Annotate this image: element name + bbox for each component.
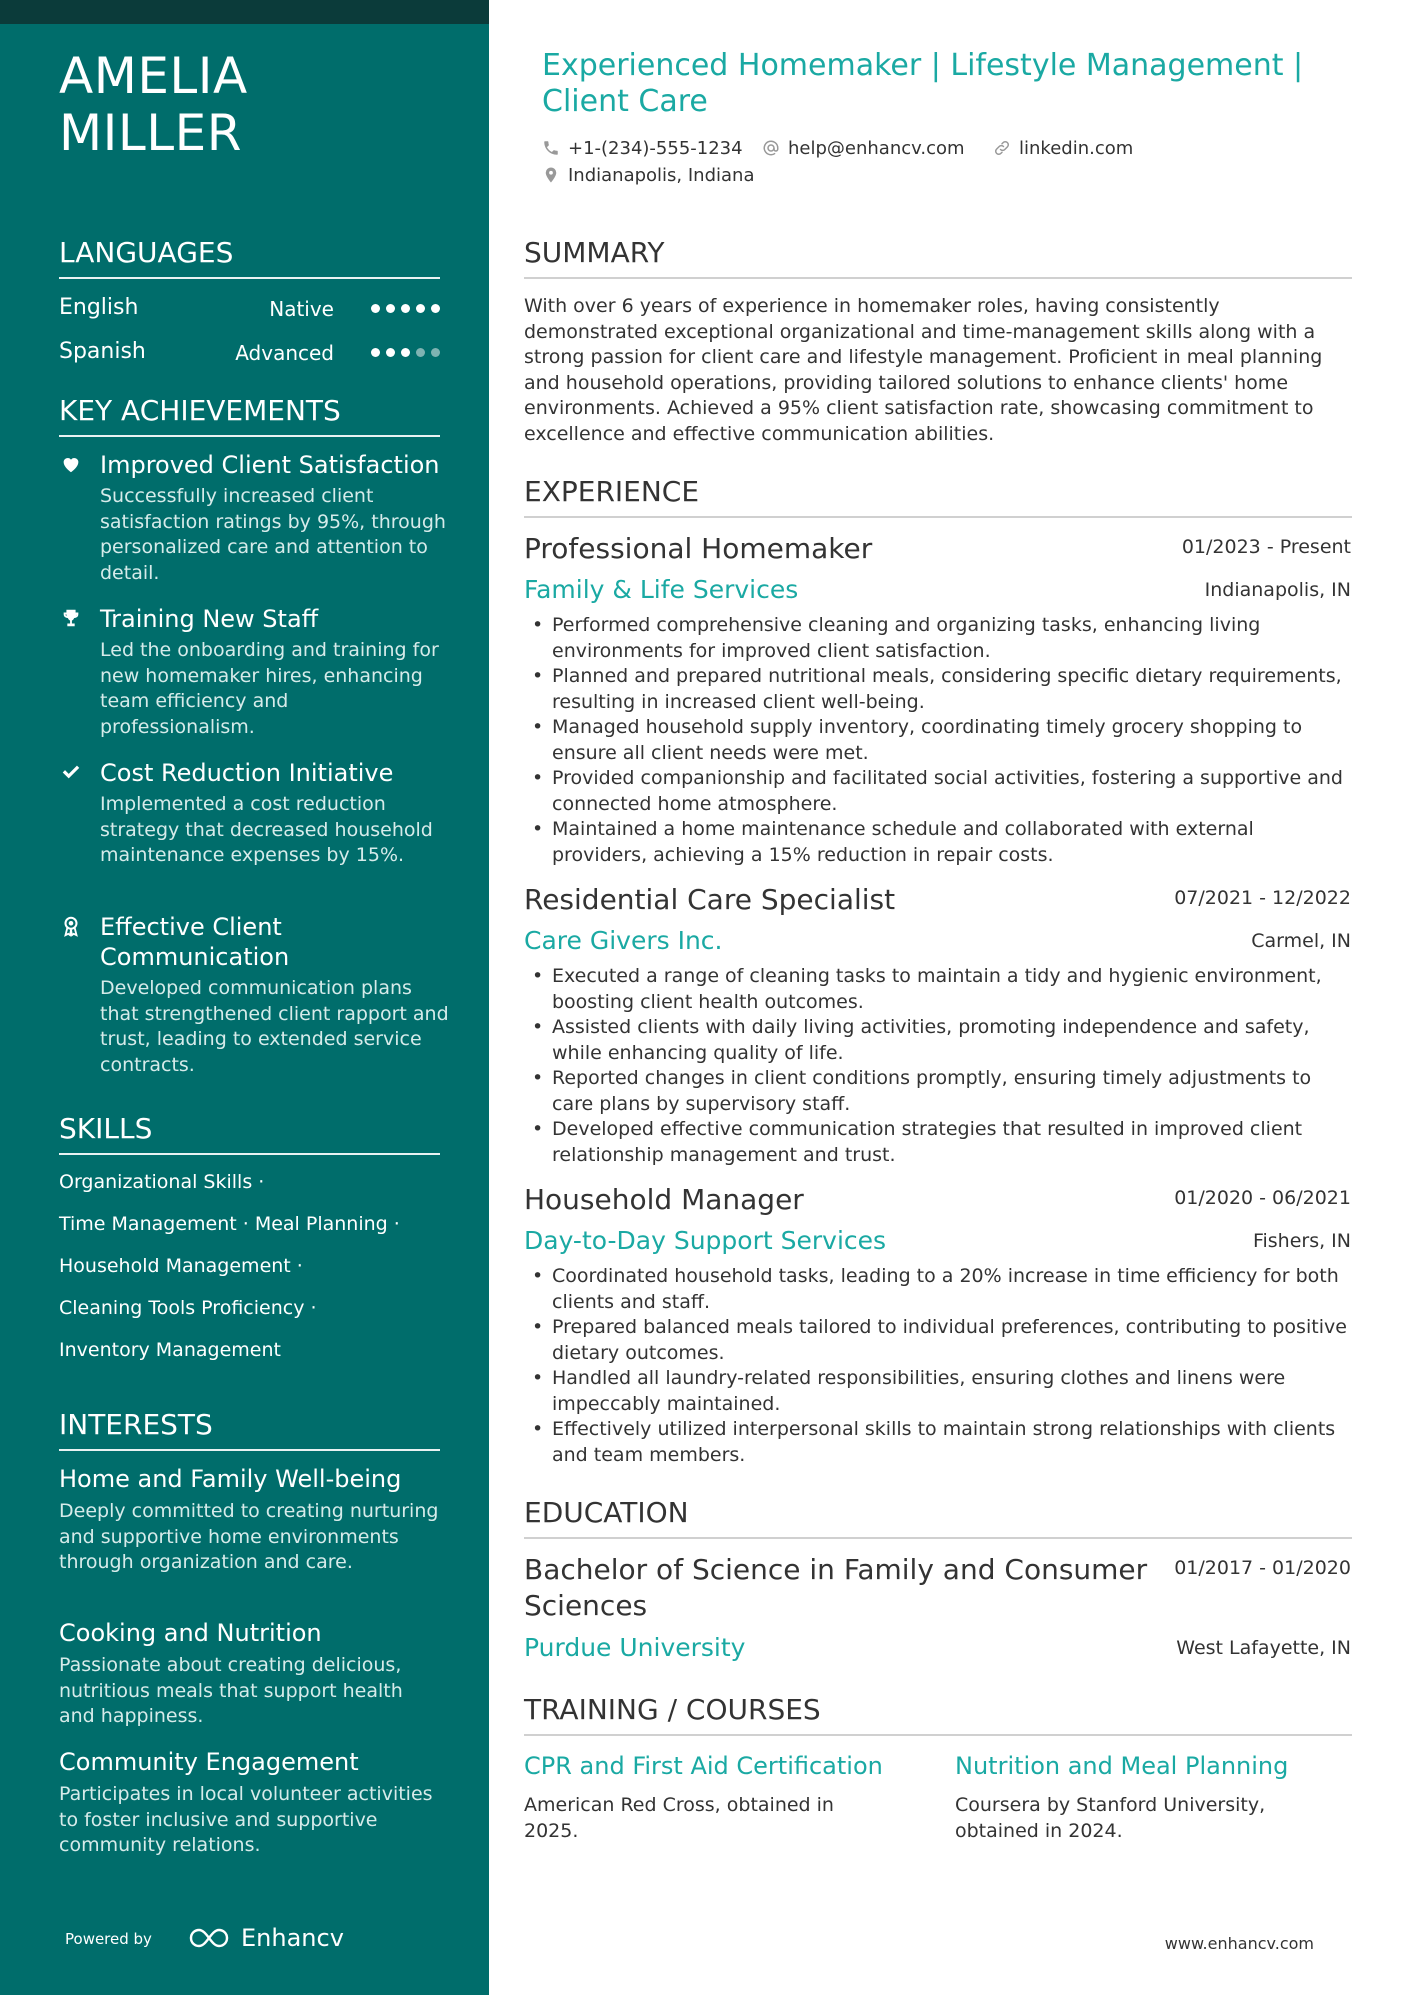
sidebar-top-bar [0,0,489,24]
achievement-desc: Implemented a cost reduction strategy that decreased household maintenance expenses by 15%. [100,793,433,866]
experience-heading: EXPERIENCE [524,475,1352,518]
list-item: • Developed effective communication strategies that resulted in improved client relationship management and trust. [524,1117,1352,1168]
location-text: Indianapolis, Indiana [568,165,755,186]
trophy-icon [59,607,83,631]
skill-line: Inventory Management [59,1339,281,1361]
interest-item [59,1464,439,1576]
list-item: • Planned and prepared nutritional meals, considering specific dietary requirements, resulting in increased client well-being. [524,664,1352,715]
course-title: Nutrition and Meal Planning [955,1752,1289,1780]
rating-dot-empty [416,348,425,357]
award-icon [59,915,83,939]
contact-location [542,165,755,186]
education-dates: 01/2017 - 01/2020 [1174,1557,1351,1579]
summary-text: With over 6 years of experience in homemaker roles, having consistently demonstrated exceptional organizational and time-management skills along with a strong passion for client care and lifestyle management. Proficient in meal planning and household operations, providing tailored solutions to enhance clients' home environments. Achieved a 95% client satisfaction rate, showcasing commitment to excellence and effective communication abilities. [524,295,1323,445]
rating-dot [386,304,395,313]
skill-line: Time Management · Meal Planning · [59,1213,400,1235]
job-title: Household Manager [524,1183,804,1216]
language-english [59,295,440,325]
rating-dot [416,304,425,313]
course-title: CPR and First Aid Certification [524,1752,883,1780]
list-item: • Provided companionship and facilitated social activities, fostering a supportive and connected home atmosphere. [524,766,1352,817]
list-item: • Executed a range of cleaning tasks to maintain a tidy and hygienic environment, boosting client health outcomes. [524,964,1352,1015]
interest-title: Community Engagement [59,1748,359,1776]
achievement-title: Training New Staff [100,605,319,633]
skills-heading: SKILLS [59,1112,440,1155]
achievement-title: Improved Client Satisfaction [100,451,440,479]
name-last: MILLER [59,104,242,162]
enhancv-logo-text: Enhancv [241,1924,344,1952]
achievement-desc: Led the onboarding and training for new homemaker hires, enhancing team efficiency and professionalism. [100,639,439,738]
school-location: West Lafayette, IN [1176,1637,1351,1659]
language-spanish [59,339,440,369]
language-rating [371,295,440,313]
list-item: • Coordinated household tasks, leading to a 20% increase in time efficiency for both clients and staff. [524,1264,1352,1315]
contact-linkedin[interactable] [993,138,1133,159]
rating-dot [401,304,410,313]
email-text[interactable]: help@enhancv.com [788,138,965,159]
interest-title: Cooking and Nutrition [59,1619,322,1647]
linkedin-text[interactable]: linkedin.com [1019,138,1134,159]
achievement-desc: Developed communication plans that strengthened client rapport and trust, leading to extended service contracts. [100,977,449,1076]
job-dates: 01/2020 - 06/2021 [1174,1187,1351,1209]
interest-desc: Participates in local volunteer activities to foster inclusive and supportive community relations. [59,1783,433,1856]
rating-dot [371,304,380,313]
list-item: • Prepared balanced meals tailored to individual preferences, contributing to positive dietary outcomes. [524,1315,1352,1366]
phone-icon [542,139,560,157]
at-icon [762,139,780,157]
list-item: • Maintained a home maintenance schedule and collaborated with external providers, achieving a 15% reduction in repair costs. [524,817,1352,868]
summary-heading: SUMMARY [524,236,1352,279]
sidebar [0,0,489,1995]
languages-heading: LANGUAGES [59,236,440,279]
location-pin-icon [542,166,560,184]
headline: Experienced Homemaker | Lifestyle Management | Client Care [542,48,1304,119]
contact-phone [542,138,743,159]
course-desc: American Red Cross, obtained in 2025. [524,1794,834,1842]
skill-line: Cleaning Tools Proficiency · [59,1297,317,1319]
course-desc: Coursera by Stanford University, obtained in 2024. [955,1794,1266,1842]
language-rating [371,339,440,357]
list-item: • Performed comprehensive cleaning and organizing tasks, enhancing living environments for improved client satisfaction. [524,613,1352,664]
achievement-desc: Successfully increased client satisfaction ratings by 95%, through personalized care and attention to detail. [100,485,446,584]
education-heading: EDUCATION [524,1496,1352,1539]
candidate-name [59,48,248,162]
link-icon [993,139,1011,157]
job-location: Carmel, IN [1251,930,1351,952]
job-title: Residential Care Specialist [524,883,896,916]
job-bullets [524,964,1352,1168]
phone-text: +1-(234)-555-1234 [568,138,743,159]
job-title: Professional Homemaker [524,532,873,565]
check-icon [59,761,83,785]
rating-dot-empty [431,348,440,357]
rating-dot [431,304,440,313]
job-company: Day-to-Day Support Services [524,1226,887,1255]
achievement-item [59,758,449,869]
language-level: Advanced [235,341,334,365]
achievement-item [59,604,449,740]
skill-line: Household Management · [59,1255,303,1277]
list-item: • Assisted clients with daily living activities, promoting independence and safety, while enhancing quality of life. [524,1015,1352,1066]
job-bullets [524,613,1352,868]
interest-title: Home and Family Well-being [59,1465,402,1493]
interest-desc: Passionate about creating delicious, nutritious meals that support health and happiness. [59,1654,403,1727]
interests-heading: INTERESTS [59,1408,440,1451]
interest-item [59,1747,439,1859]
job-dates: 01/2023 - Present [1181,536,1351,558]
achievement-title: Cost Reduction Initiative [100,759,394,787]
language-name: Spanish [59,339,146,364]
language-name: English [59,295,139,320]
contact-email[interactable] [762,138,965,159]
name-first: AMELIA [59,47,248,105]
training-heading: TRAINING / COURSES [524,1693,1352,1736]
interest-item [59,1618,439,1730]
interest-desc: Deeply committed to creating nurturing and supportive home environments through organization and care. [59,1500,439,1573]
skill-line: Organizational Skills · [59,1171,265,1193]
job-bullets [524,1264,1352,1468]
list-item: • Effectively utilized interpersonal skills to maintain strong relationships with clients and team members. [524,1417,1352,1468]
school-name: Purdue University [524,1633,746,1662]
job-dates: 07/2021 - 12/2022 [1174,887,1351,909]
language-level: Native [269,297,334,321]
degree-title: Bachelor of Science in Family and Consumer Sciences [524,1553,1148,1622]
job-company: Care Givers Inc. [524,926,723,955]
heart-icon [59,453,83,477]
achievement-item [59,450,449,586]
achievement-title: Effective Client Communication [100,913,290,971]
job-location: Fishers, IN [1252,1230,1351,1252]
list-item: • Managed household supply inventory, coordinating timely grocery shopping to ensure all client needs were met. [524,715,1352,766]
achievements-heading: KEY ACHIEVEMENTS [59,394,440,437]
footer-url[interactable]: www.enhancv.com [1164,1934,1314,1953]
rating-dot [401,348,410,357]
job-company: Family & Life Services [524,575,799,604]
powered-by-label: Powered by [65,1930,152,1948]
job-location: Indianapolis, IN [1204,579,1351,601]
rating-dot [371,348,380,357]
achievement-item [59,912,449,1078]
list-item: • Handled all laundry-related responsibilities, ensuring clothes and linens were impeccably maintained. [524,1366,1352,1417]
list-item: • Reported changes in client conditions promptly, ensuring timely adjustments to care plans by supervisory staff. [524,1066,1352,1117]
rating-dot [386,348,395,357]
